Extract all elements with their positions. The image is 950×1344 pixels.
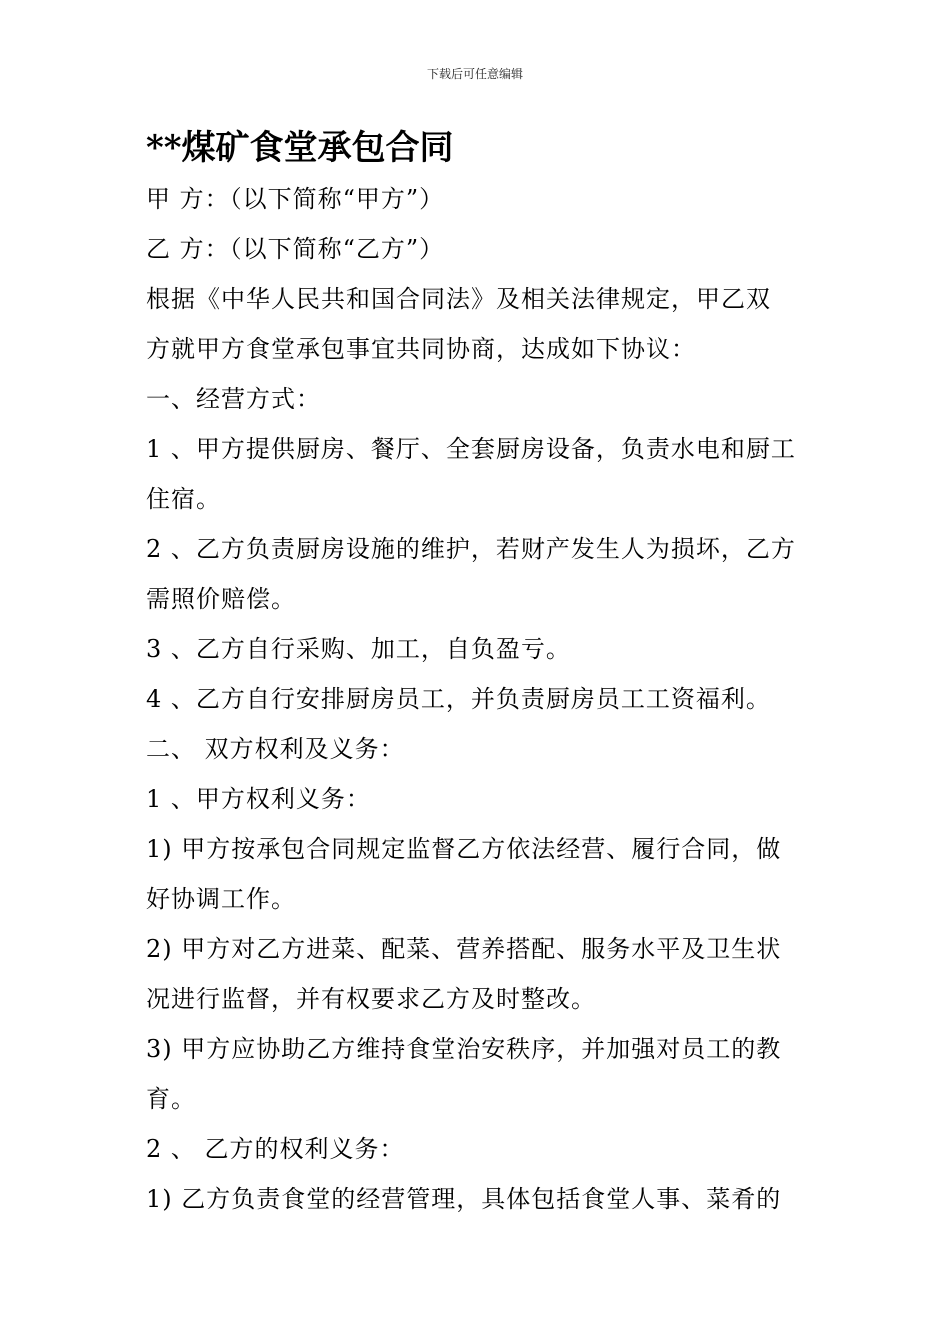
party-a-line: 甲 方：（以下简称“甲方”） <box>146 185 445 213</box>
preamble-line: 方就甲方食堂承包事宜共同协商，达成如下协议： <box>146 335 696 363</box>
clause-line: 好协调工作。 <box>146 885 296 913</box>
clause-line: 需照价赔偿。 <box>146 585 296 613</box>
subsection-heading: 1 、甲方权利义务： <box>146 785 371 813</box>
clause-line: 1 、甲方提供厨房、餐厅、全套厨房设备，负责水电和厨工 <box>146 435 796 463</box>
document-body <box>146 174 816 1224</box>
clause-line: 况进行监督，并有权要求乙方及时整改。 <box>146 985 596 1013</box>
clause-line: 2) 甲方对乙方进菜、配菜、营养搭配、服务水平及卫生状 <box>146 935 782 963</box>
preamble-line: 根据《中华人民共和国合同法》及相关法律规定，甲乙双 <box>146 285 771 313</box>
clause-line: 育。 <box>146 1085 196 1113</box>
clause-line: 3) 甲方应协助乙方维持食堂治安秩序，并加强对员工的教 <box>146 1035 782 1063</box>
header-note: 下载后可任意编辑 <box>426 67 523 81</box>
party-b-line: 乙 方：（以下简称“乙方”） <box>146 235 445 263</box>
subsection-heading: 2 、 乙方的权利义务： <box>146 1135 405 1163</box>
document-title: **煤矿食堂承包合同 <box>146 128 454 168</box>
clause-line: 住宿。 <box>146 485 221 513</box>
clause-line: 1) 甲方按承包合同规定监督乙方依法经营、履行合同，做 <box>146 835 782 863</box>
clause-line: 4 、乙方自行安排厨房员工，并负责厨房员工工资福利。 <box>146 685 771 713</box>
section-heading: 一、经营方式： <box>146 385 321 413</box>
section-heading: 二、 双方权利及义务： <box>146 735 405 763</box>
clause-line: 2 、乙方负责厨房设施的维护，若财产发生人为损坏，乙方 <box>146 535 796 563</box>
clause-line: 3 、乙方自行采购、加工，自负盈亏。 <box>146 635 571 663</box>
clause-line: 1) 乙方负责食堂的经营管理，具体包括食堂人事、菜肴的 <box>146 1185 782 1213</box>
